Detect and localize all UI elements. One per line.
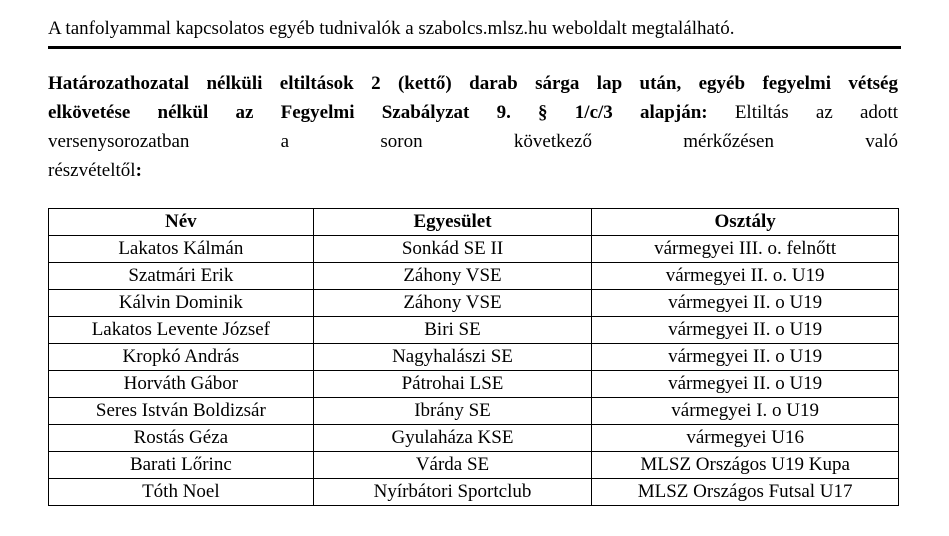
club-cell: Ibrány SE <box>313 398 592 425</box>
division-cell: vármegyei II. o U19 <box>592 317 899 344</box>
division-cell: MLSZ Országos U19 Kupa <box>592 452 899 479</box>
club-cell: Biri SE <box>313 317 592 344</box>
suspension-table <box>48 208 899 506</box>
table-row <box>49 344 899 371</box>
club-cell: Sonkád SE II <box>313 236 592 263</box>
paragraph-line-1 <box>48 69 898 98</box>
paragraph-line-3: versenysorozatban a soron következő mérkőzésen való <box>48 131 898 152</box>
club-cell: Várda SE <box>313 452 592 479</box>
club-cell: Pátrohai LSE <box>313 371 592 398</box>
player-name-cell: Tóth Noel <box>49 479 314 506</box>
club-cell: Gyulaháza KSE <box>313 425 592 452</box>
horizontal-divider <box>48 46 901 49</box>
division-cell: vármegyei III. o. felnőtt <box>592 236 899 263</box>
table-row <box>49 263 899 290</box>
player-name-cell: Seres István Boldizsár <box>49 398 314 425</box>
division-cell: vármegyei II. o U19 <box>592 371 899 398</box>
table-row <box>49 452 899 479</box>
player-name-cell: Kálvin Dominik <box>49 290 314 317</box>
division-cell: vármegyei II. o U19 <box>592 344 899 371</box>
player-name-cell: Horváth Gábor <box>49 371 314 398</box>
table-row <box>49 317 899 344</box>
paragraph-line-2 <box>48 98 898 127</box>
player-name-cell: Szatmári Erik <box>49 263 314 290</box>
table-row <box>49 290 899 317</box>
player-name-cell: Lakatos Kálmán <box>49 236 314 263</box>
table-row <box>49 398 899 425</box>
paragraph-line-4 <box>48 156 898 185</box>
table-row <box>49 479 899 506</box>
table-row <box>49 236 899 263</box>
division-cell: MLSZ Országos Futsal U17 <box>592 479 899 506</box>
table-row <box>49 371 899 398</box>
division-cell: vármegyei U16 <box>592 425 899 452</box>
paragraph-bold-rule-ref: elkövetése nélkül az Fegyelmi Szabályzat 9. § 1/c/3 alapján: <box>48 102 708 123</box>
club-cell: Nagyhalászi SE <box>313 344 592 371</box>
club-cell: Nyírbátori Sportclub <box>313 479 592 506</box>
column-header-division: Osztály <box>592 209 899 236</box>
table-header-row <box>49 209 899 236</box>
column-header-club: Egyesület <box>313 209 592 236</box>
player-name-cell: Barati Lőrinc <box>49 452 314 479</box>
club-cell: Záhony VSE <box>313 263 592 290</box>
division-cell: vármegyei II. o. U19 <box>592 263 899 290</box>
column-header-name: Név <box>49 209 314 236</box>
division-cell: vármegyei II. o U19 <box>592 290 899 317</box>
paragraph-bold-heading: Határozathozatal nélküli eltiltások 2 (kettő) darab sárga lap után, egyéb fegyelmi vétség <box>48 73 898 94</box>
player-name-cell: Rostás Géza <box>49 425 314 452</box>
course-notice: A tanfolyammal kapcsolatos egyéb tudnivalók a szabolcs.mlsz.hu weboldalt megtalálható. <box>48 18 735 39</box>
division-cell: vármegyei I. o U19 <box>592 398 899 425</box>
table-row <box>49 425 899 452</box>
paragraph-colon: : <box>135 160 142 181</box>
player-name-cell: Kropkó András <box>49 344 314 371</box>
suspension-paragraph <box>48 69 898 185</box>
club-cell: Záhony VSE <box>313 290 592 317</box>
player-name-cell: Lakatos Levente József <box>49 317 314 344</box>
paragraph-text-end: részvételtől <box>48 160 136 181</box>
paragraph-text-start: Eltiltás az adott <box>707 102 898 123</box>
